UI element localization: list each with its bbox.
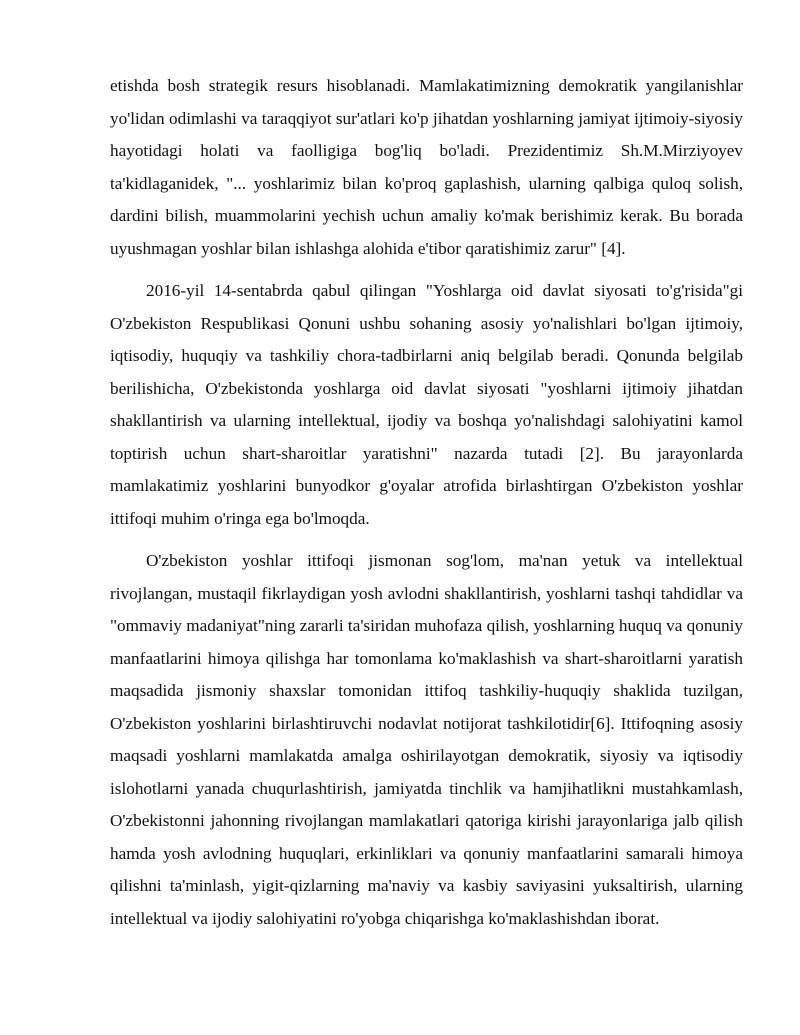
paragraph-youth-union: O'zbekiston yoshlar ittifoqi jismonan sog'lom, ma'nan yetuk va intellektual rivojlangan, mustaqil fikrlaydigan yosh avlodni shakllantirish, yoshlarni tashqi tahdidlar va "ommaviy madaniyat"ning zararli ta'siridan muhofaza qilish, yoshlarning huquq va qonuniy manfaatlarini himoya qilishga har tomonlama ko'maklashish va shart-sharoitlarni yaratish maqsadida jismoniy shaxslar tomonidan ittifoq tashkiliy-huquqiy shaklida tuzilgan, O'zbekiston yoshlarini birlashtiruvchi nodavlat notijorat tashkilotidir[6]. Ittifoqning asosiy maqsadi yoshlarni mamlakatda amalga oshirilayotgan demokratik, siyosiy va iqtisodiy islohotlarni yanada chuqurlashtirish, jamiyatda tinchlik va hamjihatlikni mustahkamlash, O'zbekistonni jahonning rivojlangan mamlakatlari qatoriga kirishi jarayonlariga jalb qilish hamda yosh avlodning huquqlari, erkinliklari va qonuniy manfaatlarini samarali himoya qilishni ta'minlash, yigit-qizlarning ma'naviy va kasbiy saviyasini yuksaltirish, ularning intellektual va ijodiy salohiyatini ro'yobga chiqarishga ko'maklashishdan iborat. xyxy=(110,551,743,928)
paragraph-continuation: etishda bosh strategik resurs hisoblanadi. Mamlakatimizning demokratik yangilanishlar yo'lidan odimlashi va taraqqiyot sur'atlari ko'p jihatdan yoshlarning jamiyat ijtimoiy-siyosiy hayotidagi holati va faolligiga bog'liq bo'ladi. Prezidentimiz Sh.M.Mirziyoyev ta'kidlaganidek, "... yoshlarimiz bilan ko'proq gaplashish, ularning qalbiga quloq solish, dardini bilish, muammolarini yechish uchun amaliy ko'mak berishimiz kerak. Bu borada uyushmagan yoshlar bilan ishlashga alohida e'tibor qaratishimiz zarur" [4]. xyxy=(110,76,743,258)
paragraph-youth-law: 2016-yil 14-sentabrda qabul qilingan "Yoshlarga oid davlat siyosati to'g'risida"gi O'zbekiston Respublikasi Qonuni ushbu sohaning asosiy yo'nalishlari bo'lgan ijtimoiy, iqtisodiy, huquqiy va tashkiliy chora-tadbirlarni aniq belgilab beradi. Qonunda belgilab berilishicha, O'zbekistonda yoshlarga oid davlat siyosati "yoshlarni ijtimoiy jihatdan shakllantirish va ularning intellektual, ijodiy va boshqa yo'nalishdagi salohiyatini kamol toptirish uchun shart-sharoitlar yaratishni" nazarda tutadi [2]. Bu jarayonlarda mamlakatimiz yoshlarini bunyodkor g'oyalar atrofida birlashtirgan O'zbekiston yoshlar ittifoqi muhim o'ringa ega bo'lmoqda. xyxy=(110,281,743,528)
document-page xyxy=(110,70,743,945)
